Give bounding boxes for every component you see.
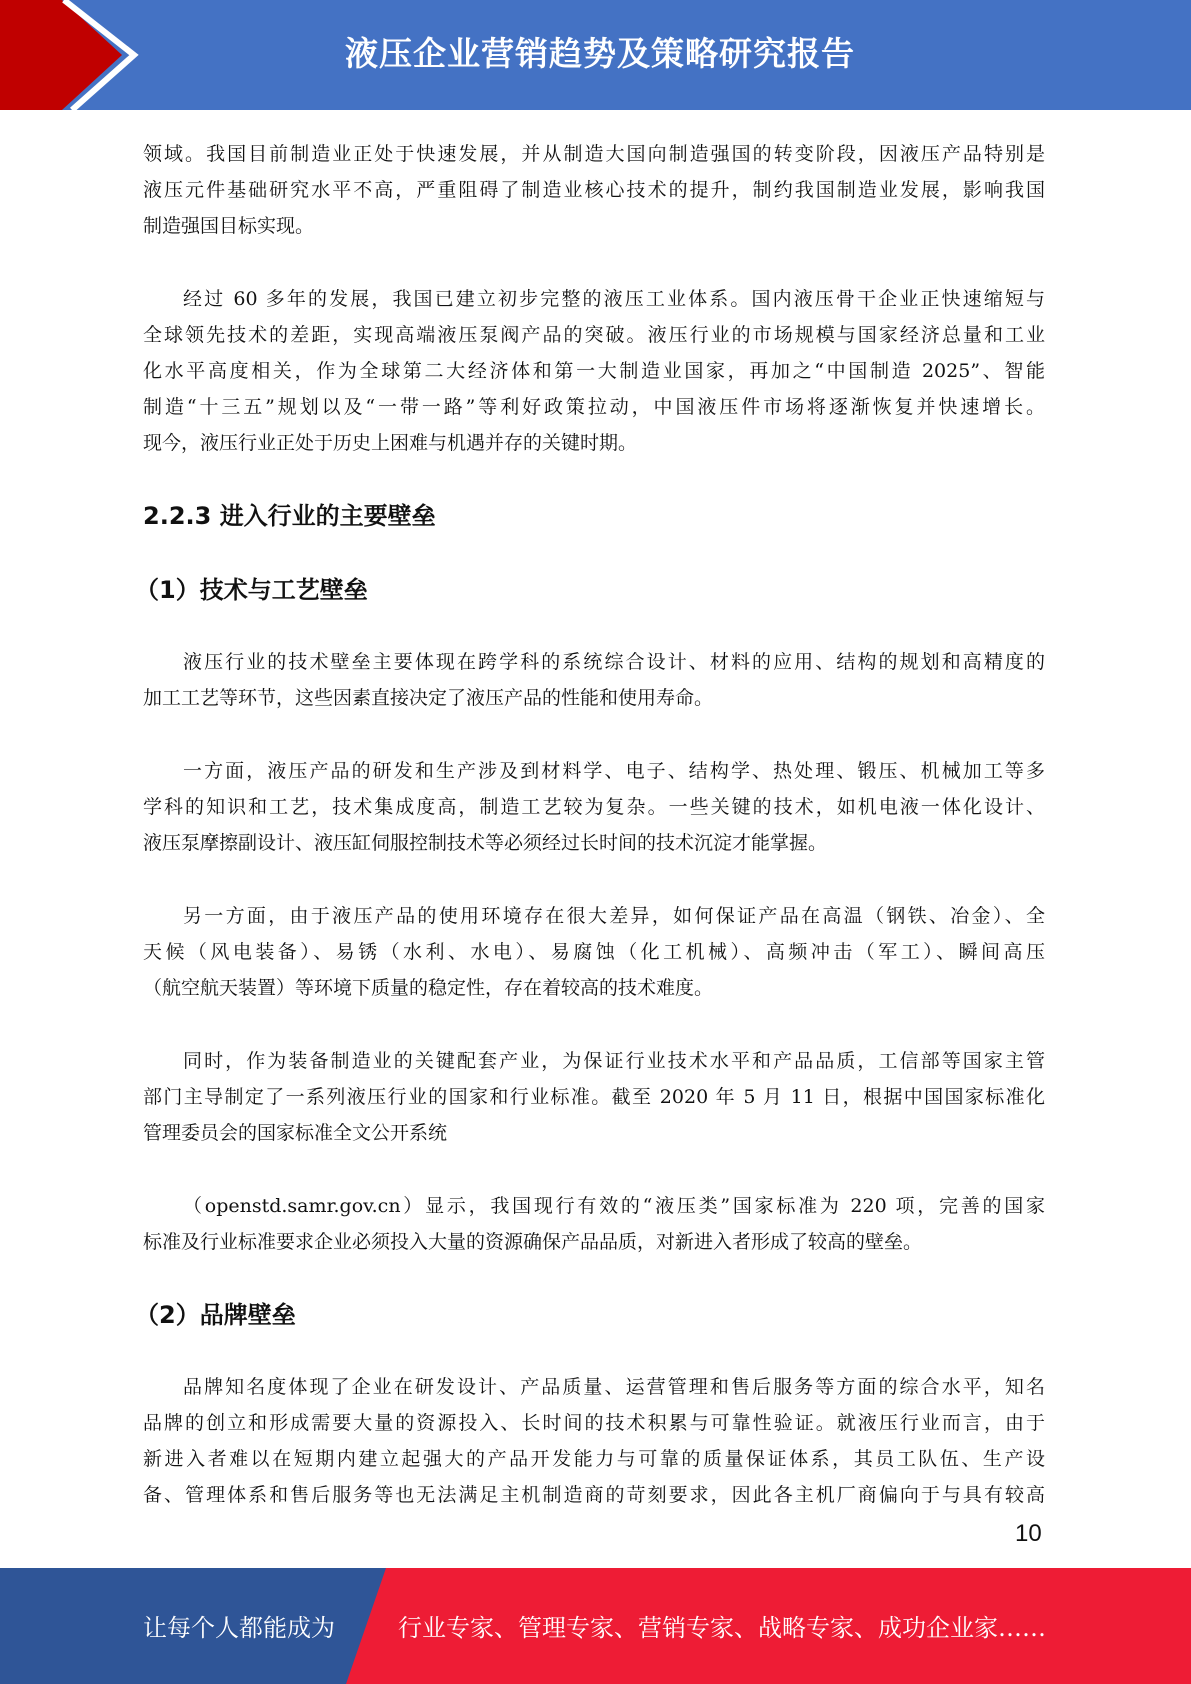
paragraph: [143, 898, 1045, 1006]
subsection-heading: （1）技术与工艺壁垒: [135, 576, 368, 604]
text-line: 管理委员会的国家标准全文公开系统: [143, 1122, 448, 1144]
page-number: 10: [1015, 1520, 1042, 1547]
text-line: 液压泵摩擦副设计、液压缸伺服控制技术等必须经过长时间的技术沉淀才能掌握。: [143, 832, 828, 854]
text-line: 经过 60 多年的发展，我国已建立初步完整的液压工业体系。国内液压骨干企业正快速缩短与: [183, 288, 1045, 310]
text-line: 同时，作为装备制造业的关键配套产业，为保证行业技术水平和产品品质，工信部等国家主管: [183, 1050, 1045, 1072]
text-line: 一方面，液压产品的研发和生产涉及到材料学、电子、结构学、热处理、锻压、机械加工等多: [183, 760, 1045, 782]
subsection-heading: （2）品牌壁垒: [135, 1301, 296, 1329]
text-line: （航空航天装置）等环境下质量的稳定性，存在着较高的技术难度。: [143, 977, 714, 999]
page-footer: [0, 1568, 1191, 1684]
text-line: 加工工艺等环节，这些因素直接决定了液压产品的性能和使用寿命。: [143, 687, 714, 709]
footer-slogan-left: 让每个人都能成为: [143, 1614, 335, 1642]
text-line: （openstd.samr.gov.cn）显示，我国现行有效的“液压类”国家标准为 220 项，完善的国家: [183, 1195, 1045, 1217]
text-line: 现今，液压行业正处于历史上困难与机遇并存的关键时期。: [143, 432, 638, 454]
text-line: 领域。我国目前制造业正处于快速发展，并从制造大国向制造强国的转变阶段，因液压产品特别是: [143, 143, 1045, 165]
paragraph: [143, 281, 1045, 461]
text-line: 液压行业的技术壁垒主要体现在跨学科的系统综合设计、材料的应用、结构的规划和高精度的: [183, 651, 1045, 673]
document-body: [135, 136, 1045, 1550]
section-heading: 2.2.3 进入行业的主要壁垒: [143, 502, 436, 530]
report-title: 液压企业营销趋势及策略研究报告: [345, 34, 855, 73]
text-line: 备、管理体系和售后服务等也无法满足主机制造商的苛刻要求，因此各主机厂商偏向于与具有较高: [143, 1484, 1045, 1506]
text-line: 品牌知名度体现了企业在研发设计、产品质量、运营管理和售后服务等方面的综合水平，知名: [183, 1376, 1045, 1398]
text-line: 部门主导制定了一系列液压行业的国家和行业标准。截至 2020 年 5 月 11 日，根据中国国家标准化: [143, 1086, 1045, 1108]
text-line: 另一方面，由于液压产品的使用环境存在很大差异，如何保证产品在高温（钢铁、冶金）、全: [183, 905, 1045, 927]
text-line: 液压元件基础研究水平不高，严重阻碍了制造业核心技术的提升，制约我国制造业发展，影响我国: [143, 179, 1045, 201]
text-line: 制造“十三五”规划以及“一带一路”等利好政策拉动，中国液压件市场将逐渐恢复并快速增长。: [143, 396, 1045, 418]
text-line: 品牌的创立和形成需要大量的资源投入、长时间的技术积累与可靠性验证。就液压行业而言，由于: [143, 1412, 1045, 1434]
text-line: 学科的知识和工艺，技术集成度高，制造工艺较为复杂。一些关键的技术，如机电液一体化设计、: [143, 796, 1045, 818]
text-line: 化水平高度相关，作为全球第二大经济体和第一大制造业国家，再加之“中国制造 2025”、智能: [143, 360, 1045, 382]
footer-slogan-right: 行业专家、管理专家、营销专家、战略专家、成功企业家……: [398, 1614, 1046, 1642]
paragraph: [143, 1369, 1045, 1513]
text-line: 全球领先技术的差距，实现高端液压泵阀产品的突破。液压行业的市场规模与国家经济总量和工业: [143, 324, 1045, 346]
paragraph: [143, 753, 1045, 861]
paragraph: [143, 136, 1045, 244]
text-line: 天候（风电装备）、易锈（水利、水电）、易腐蚀（化工机械）、高频冲击（军工）、瞬间高压: [143, 941, 1045, 963]
paragraph: [143, 644, 1045, 716]
text-line: 标准及行业标准要求企业必须投入大量的资源确保产品品质，对新进入者形成了较高的壁垒。: [143, 1231, 923, 1253]
text-line: 制造强国目标实现。: [143, 215, 315, 237]
paragraph: [143, 1043, 1045, 1151]
paragraph: [143, 1188, 1045, 1260]
text-line: 新进入者难以在短期内建立起强大的产品开发能力与可靠的质量保证体系，其员工队伍、生产设: [143, 1448, 1045, 1470]
page-header: [0, 0, 1191, 110]
chevron-decoration: [0, 0, 200, 110]
